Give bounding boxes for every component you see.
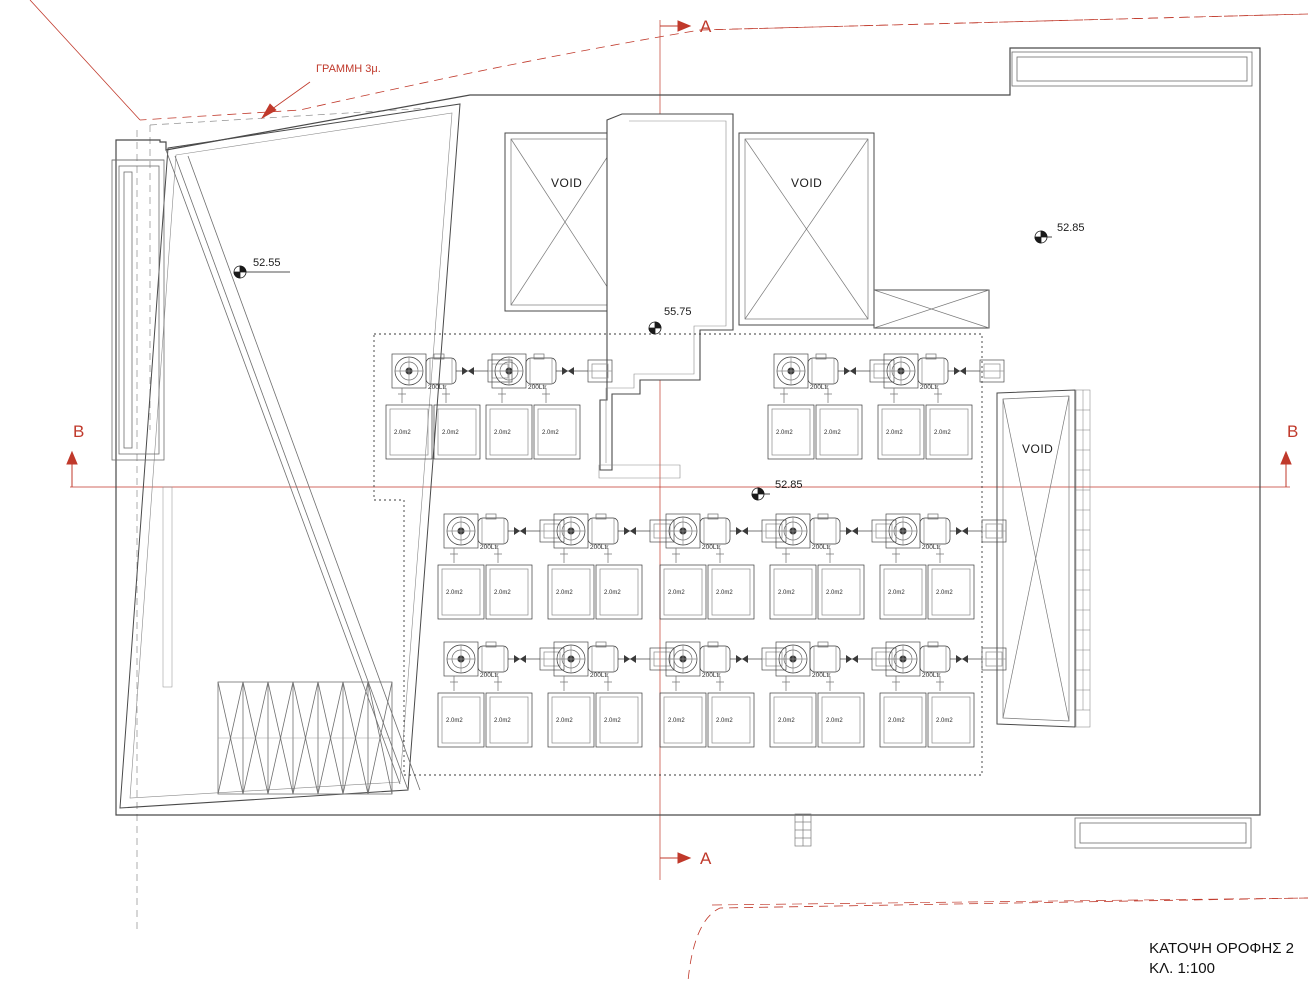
- solar-unit: [768, 354, 894, 459]
- section-arrow-a-top: [660, 21, 690, 31]
- top-right-parapet: [1012, 52, 1252, 86]
- solar-unit: [486, 354, 612, 459]
- void-label-left: VOID: [551, 176, 583, 190]
- solar-unit: [660, 642, 786, 747]
- section-arrow-a-bottom: [660, 853, 690, 863]
- panel-area-label-right: 2.0m2: [716, 718, 733, 724]
- panel-area-label-left: 2.0m2: [888, 590, 905, 596]
- louvre-array: [218, 682, 392, 794]
- panel-area-label-left: 2.0m2: [776, 430, 793, 436]
- solar-unit: [438, 514, 564, 619]
- setback-line-3m: [137, 108, 430, 930]
- panel-area-label-left: 2.0m2: [668, 718, 685, 724]
- void-block-right-small: [874, 290, 989, 328]
- solar-unit: [438, 642, 564, 747]
- panel-area-label-right: 2.0m2: [826, 718, 843, 724]
- tank-capacity-label: 200Ltr: [590, 672, 609, 679]
- tank-capacity-label: 200Ltr: [922, 672, 941, 679]
- solar-unit: [770, 514, 896, 619]
- tank-capacity-label: 200Ltr: [480, 544, 499, 551]
- panel-area-label-right: 2.0m2: [494, 718, 511, 724]
- solar-unit: [878, 354, 1004, 459]
- void-label-tilted: VOID: [1022, 442, 1054, 456]
- panel-area-label-right: 2.0m2: [604, 718, 621, 724]
- solar-unit: [386, 354, 512, 459]
- section-arrow-b-left: [67, 452, 77, 487]
- tank-capacity-label: 200Ltr: [702, 672, 721, 679]
- panel-area-label-right: 2.0m2: [936, 590, 953, 596]
- section-arrow-b-right: [1281, 452, 1291, 487]
- section-mark-a-bottom: A: [700, 849, 712, 868]
- solar-unit: [880, 514, 1006, 619]
- section-mark-b-left: B: [73, 422, 85, 441]
- solar-unit: [660, 514, 786, 619]
- tank-capacity-label: 200Ltr: [810, 384, 829, 391]
- panel-area-label-right: 2.0m2: [936, 718, 953, 724]
- entrance-hatch: [795, 814, 811, 846]
- level-label-5255: 52.55: [253, 257, 281, 269]
- panel-area-label-right: 2.0m2: [442, 430, 459, 436]
- panel-area-label-left: 2.0m2: [446, 590, 463, 596]
- panel-area-label-right: 2.0m2: [604, 590, 621, 596]
- drawing-scale: ΚΛ. 1:100: [1149, 959, 1215, 977]
- void-block-tilted: [997, 390, 1075, 727]
- tank-capacity-label: 200Ltr: [812, 672, 831, 679]
- panel-area-label-left: 2.0m2: [556, 590, 573, 596]
- masonry-wall-hatch: [1076, 390, 1090, 727]
- panel-area-label-left: 2.0m2: [778, 718, 795, 724]
- level-label-5285-ne: 52.85: [1057, 222, 1085, 234]
- core-stair-block: [599, 114, 733, 478]
- level-label-5575: 55.75: [664, 306, 692, 318]
- tank-capacity-label: 200Ltr: [480, 672, 499, 679]
- panel-area-label-left: 2.0m2: [394, 430, 411, 436]
- title-block: [1149, 939, 1294, 980]
- panel-area-label-right: 2.0m2: [542, 430, 559, 436]
- void-block-right: [739, 133, 874, 325]
- section-mark-b-right: B: [1287, 422, 1299, 441]
- drawing-title: ΚΑΤΟΨΗ ΟΡΟΦΗΣ 2: [1149, 939, 1294, 957]
- setback-note-leader: [262, 82, 310, 118]
- tank-capacity-label: 200Ltr: [428, 384, 447, 391]
- panel-area-label-right: 2.0m2: [716, 590, 733, 596]
- tank-capacity-label: 200Ltr: [590, 544, 609, 551]
- void-label-right: VOID: [791, 176, 823, 190]
- roof-facet-left: [120, 104, 460, 808]
- level-label-5285-mid: 52.85: [775, 479, 803, 491]
- solar-unit: [548, 514, 674, 619]
- panel-area-label-right: 2.0m2: [824, 430, 841, 436]
- panel-area-label-left: 2.0m2: [886, 430, 903, 436]
- tank-capacity-label: 200Ltr: [920, 384, 939, 391]
- solar-unit: [770, 642, 896, 747]
- solar-unit: [880, 642, 1006, 747]
- panel-area-label-left: 2.0m2: [888, 718, 905, 724]
- panel-area-label-left: 2.0m2: [778, 590, 795, 596]
- tank-capacity-label: 200Ltr: [812, 544, 831, 551]
- tank-capacity-label: 200Ltr: [922, 544, 941, 551]
- tank-capacity-label: 200Ltr: [528, 384, 547, 391]
- panel-area-label-left: 2.0m2: [556, 718, 573, 724]
- section-mark-a-top: A: [700, 17, 712, 36]
- bottom-right-parapet: [1075, 818, 1251, 848]
- left-hatch-strip: [163, 487, 172, 687]
- setback-note-label: ΓΡΑΜΜΗ 3μ.: [316, 63, 381, 75]
- panel-area-label-right: 2.0m2: [494, 590, 511, 596]
- panel-area-label-left: 2.0m2: [494, 430, 511, 436]
- panel-area-label-right: 2.0m2: [826, 590, 843, 596]
- panel-area-label-right: 2.0m2: [934, 430, 951, 436]
- panel-area-label-left: 2.0m2: [668, 590, 685, 596]
- equipment-zone-boundary: [374, 334, 982, 775]
- tank-capacity-label: 200Ltr: [702, 544, 721, 551]
- solar-equipment-layer: [386, 354, 1006, 747]
- panel-area-label-left: 2.0m2: [446, 718, 463, 724]
- solar-unit: [548, 642, 674, 747]
